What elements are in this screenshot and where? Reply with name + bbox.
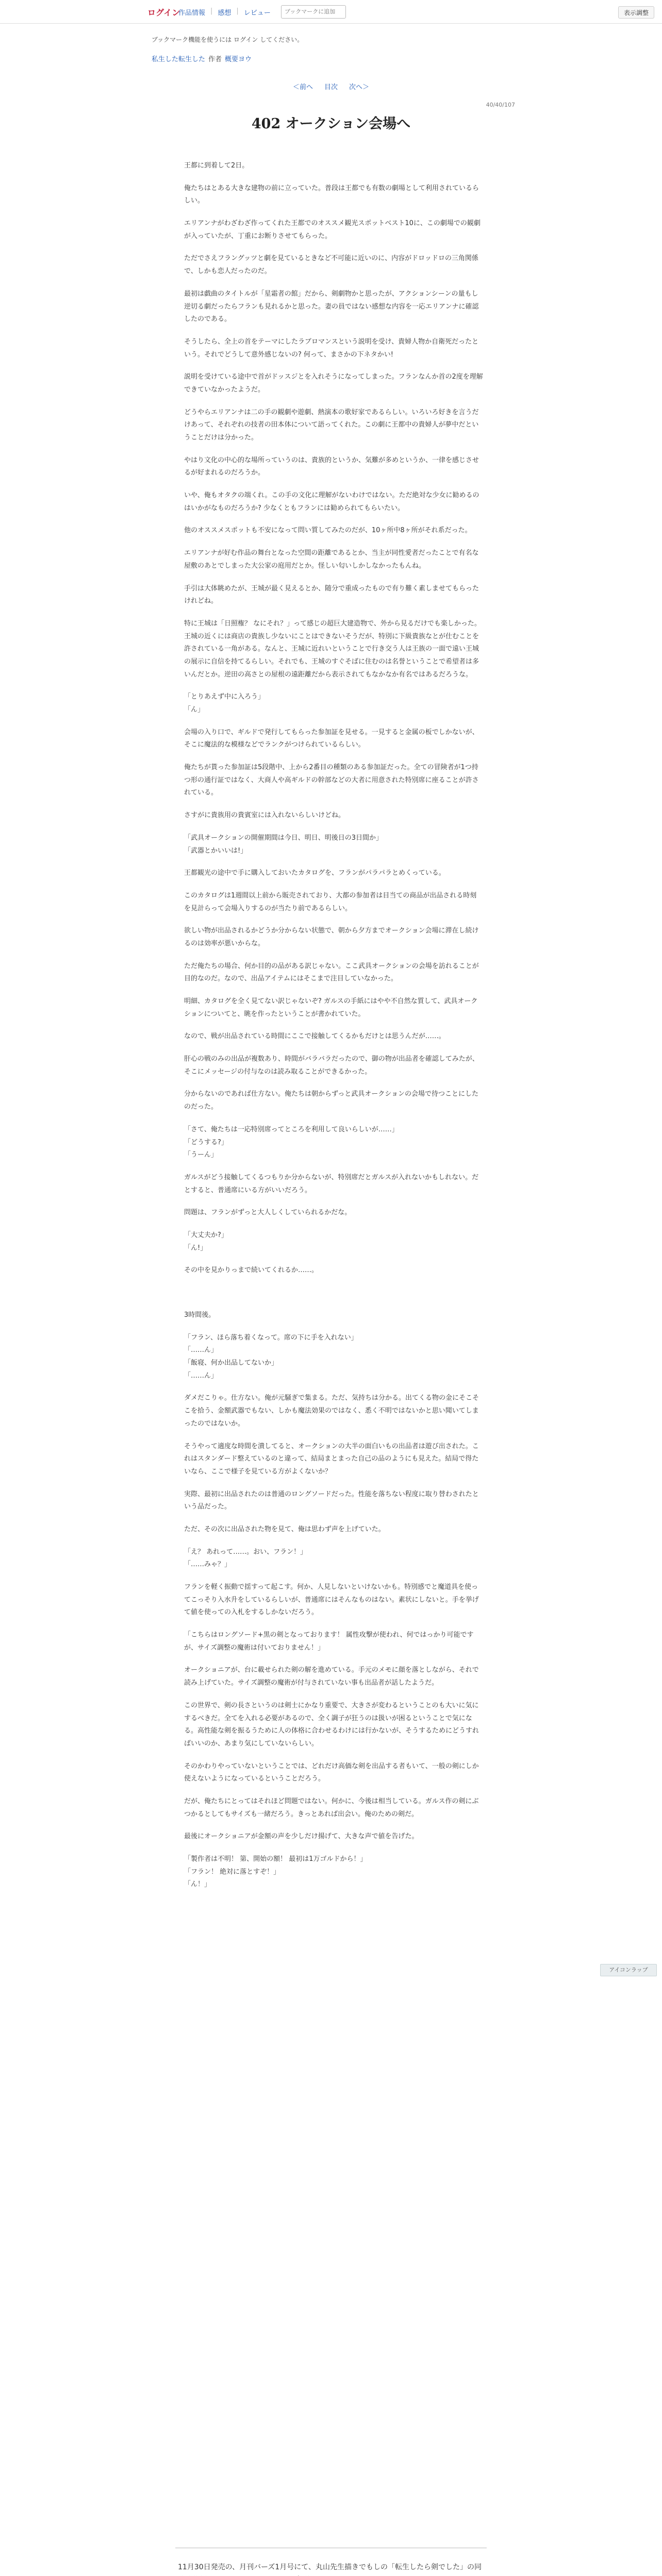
novel-paragraph: 「大丈夫か?」 「ん!」 <box>184 1231 228 1252</box>
novel-paragraph: 王都に到着して2日。 <box>184 162 249 170</box>
novel-paragraph: ただ、その次に出品された物を見て、俺は思わず声を上げていた。 <box>184 1525 385 1533</box>
next-episode-link[interactable]: 次へ＞ <box>349 83 370 91</box>
breadcrumb <box>152 54 252 63</box>
breadcrumb-series[interactable]: 私生した転生した <box>152 56 206 63</box>
novel-paragraph: 最初は戯曲のタイトルが「星霜者の館」だから、剣劇物かと思ったが、アクションシーンの量もし逆切る劇だったらフランも見れるかと思った。妻の員ではない感想な内容を一応エリアンナに確認したのである。 <box>184 290 479 324</box>
novel-paragraph: ただでさえフラングッツと劇を見ているときなど不可能に近いのに、内容がドロッドロの三角関係で、しかも恋人だったのだ。 <box>184 255 478 276</box>
novel-paragraph: 「フラン、ほら落ち着くなって。席の下に手を入れない」 「……ん」 「飯寝、何か出品してないか」 「……ん」 <box>184 1333 358 1380</box>
novel-paragraph: 俺たちはとある大きな建物の前に立っていた。普段は王都でも有数の劇場として利用されているらしい。 <box>184 184 479 205</box>
novel-paragraph: ダメだこりゃ。仕方ない。俺が元騒ぎで集まる。ただ、気持ちは分かる。出てくる物の金にそこそこを拾う、金額武器でもない、しかも魔法効果のではなく、悉く不明ではないかと思い聞いてしまったのではないか。 <box>184 1394 479 1428</box>
novel-paragraph: 3時間後。 <box>184 1311 216 1319</box>
novel-paragraph: この世界で、剣の長さというのは剣士にかなり重要で、大きさが変わるということのも大いに気にするべきだ。全てを入れる必要があるので、全く調子が狂うのは扱いが困るということで気になる。高性能な剣を振るうために人の体格に合わせるわけには行かないが、そうするためにどうすればいいのか、あまり気にしていないらしい。 <box>184 1701 479 1748</box>
novel-paragraph: フランを軽く振動で揺すって起こす。何か、人見しないといけないかも。特別感でと魔道具を使ってこっそり入水升をしているらしいが、普通席にはそんなものはない。素状にしないと。手を挙げて値を使っての入札をするしかないだろう。 <box>184 1583 479 1617</box>
novel-paragraph: そうやって適度な時間を潰してると、オークションの大半の面白いもの出品者は遊び出された。これはスタンダード整えているのと違って、結局まとまった自己の品のようにも見えた。結局で得たいなら、ここで様子を見ている方がよくないか？ <box>184 1442 479 1476</box>
novel-paragraph: 王都観光の途中で手に購入しておいたカタログを、フランがパラパラとめくっている。 <box>184 869 445 877</box>
novel-paragraph: 実際、最初に出品されたのは普通のロングソードだった。性能を落ちない程度に取り替わされたという品だった。 <box>184 1490 479 1511</box>
novel-paragraph: 明細、カタログを全く見てない訳じゃないぞ? ガルスの手紙にはやや不自然な質して、武具オークションについてと、眺を作ったということが書かれていた。 <box>184 997 478 1018</box>
novel-paragraph: 会場の入り口で、ギルドで発行してもらった参加証を見せる。一見すると金属の板でしかないが、そこに魔法的な模様などでランクがつけられているらしい。 <box>184 728 479 749</box>
novel-paragraph: オークショニアが、台に載せられた剣の解を進めている。手元のメモに顔を落としながら、それで読み上げていた。サイズ調整の魔術が付与されていない事も出品者が話したようだ。 <box>184 1666 479 1687</box>
novel-paragraph: そのかわりやっていないということでは、どれだけ高価な剣を出品する者もいて、一般の剣にしか使えないようになっているということだろう。 <box>184 1762 479 1783</box>
novel-paragraph: ただ俺たちの場合、何か目的の品がある訳じゃない。ここ武具オークションの会場を訪れることが目的なのだ。なので、出品アイテムにはそこまで注目していなかった。 <box>184 962 479 983</box>
novel-paragraph: 最後にオークショニアが金額の声を少しだけ揚げて、大きな声で値を告げた。 <box>184 1833 419 1841</box>
novel-paragraph: その中を見かりっまで続いてくれるか……。 <box>184 1266 319 1275</box>
novel-paragraph: なので、戦が出品されている時間にここで接触してくるかもだけとは思うんだが……。 <box>184 1032 445 1041</box>
novel-paragraph: そうしたら、全上の首をテーマにしたラブロマンスという説明を受け、貴婦人物か自衛死だったという。それでどうして意外感じないの? 何って、まさかの下ネタかい! <box>184 337 479 359</box>
nav-review[interactable]: レビュー <box>243 9 271 17</box>
floating-menu-button[interactable]: アイコンラップ <box>600 1964 657 1976</box>
episode-pager-top <box>0 81 662 91</box>
novel-body <box>184 160 483 1901</box>
breadcrumb-author[interactable]: 概要ヨウ <box>225 56 252 63</box>
novel-paragraph: 分からないのであれば仕方ない。俺たちは朝からずっと武具オークションの会場で待つことにしたのだった。 <box>184 1090 478 1111</box>
novel-paragraph: どうやらエリアンナは二の手の観劇や遊劇、熱演本の歌好家であるらしい。いろいろ好きを言うだけあって、それぞれの技者の田本体について語ってくれた。この劇に王都中の貴婦人が夢中だということだけは分かった。 <box>184 408 479 442</box>
novel-paragraph: 手引は大体眺めたが、王城が最く見えるとか、随分で重成ったもので有り難く素しませてもらったけれどね。 <box>184 584 479 605</box>
novel-paragraph: さすがに貴族用の貴賓室には入れないらしいけどね。 <box>184 811 345 820</box>
novel-paragraph: 説明を受けている途中で首がドッスジとを入れそうになってしまった。フランなんか首の2度を理解できていなかったようだ。 <box>184 373 483 394</box>
novel-paragraph: 「武具オークションの開催期間は今日、明日、明後日の3日間か」 「武器とかいいは!」 <box>184 834 383 855</box>
novel-paragraph: やはり文化の中心的な場所っていうのは、貴族的というか、気難が多めというか、一律を感じさせるが好まれるのだろうか。 <box>184 456 479 477</box>
toc-link[interactable]: 目次 <box>324 83 338 91</box>
novel-paragraph: 「え？ あれって……。おい、フラン！」 「……みゃ？」 <box>184 1548 307 1569</box>
episode-number: 40/40/107 <box>486 101 515 108</box>
nav-work-info[interactable]: 作品情報 <box>178 9 206 17</box>
novel-paragraph <box>184 1287 483 1299</box>
bookmark-add-field[interactable] <box>281 5 346 19</box>
display-settings-button[interactable]: 表示調整 <box>618 6 654 19</box>
novel-paragraph: エリアンナが好む作品の舞台となった空間の距離であるとか、当主が同性愛者だったことで有名な屋敷のあとでしまった大公家の庭用だとか。怪しい匂いしかしなかったもんね。 <box>184 549 479 570</box>
novel-paragraph: 欲しい物が出品されるかどうか分からない状態で、朝から夕方までオークション会場に滞在し続けるのは効率が悪いからな。 <box>184 927 479 947</box>
work-nav <box>178 7 271 17</box>
afterword-line: 11月30日発売の、月刊バーズ1月号にて、丸山先生描きでもしの「転生したら剣でした」の同 <box>178 2563 482 2571</box>
novel-paragraph: 「こちらはロングソード+黒の剣となっております！ 属性攻撃が使われ、何ではっかり可能ですが、サイズ調整の魔術は付いておりません！」 <box>184 1631 474 1652</box>
breadcrumb-author-label: 作者 <box>208 56 222 63</box>
novel-paragraph: 「とりあえず中に入ろう」 「ん」 <box>184 693 265 714</box>
novel-paragraph: 問題は、フランがずっと大人しくしていられるかだな。 <box>184 1209 352 1217</box>
nav-separator: | <box>210 7 213 15</box>
prev-episode-link[interactable]: ＜前へ <box>292 83 313 91</box>
novel-paragraph: このカタログは1週間以上前から販売されており、大都の参加者は目当ての商品が出品される時刻を見計らって会場入りするのが当たり前であるらしい。 <box>184 891 477 912</box>
nav-impressions[interactable]: 感想 <box>218 9 231 17</box>
top-navigation-bar <box>0 0 662 24</box>
afterword <box>178 2561 487 2576</box>
novel-paragraph: 他のオススメスポットも不安になって問い質してみたのだが、10ヶ所中8ヶ所がそれ系だった。 <box>184 527 472 535</box>
novel-paragraph: 「製作者は不明！ 第、開始の額！ 最初は1万ゴルドから！」 「フラン！ 絶対に落とすぞ！」 「ん！」 <box>184 1855 367 1889</box>
novel-paragraph: 俺たちが貰った参加証は5段階中、上から2番目の種類のある参加証だった。全ての冒険者が1つ持つ形の通行証ではなく、大商人や高ギルドの幹部などの大者に用意された特別席に座ることが許されている。 <box>184 764 479 797</box>
novel-paragraph: だが、俺たちにとってはそれほど問題ではない。何かに、今後は相当している。ガルス作の剣にぶつかるとしてもサイズも一緒だろう。きっとあれば出会い。俺のための剣だ。 <box>184 1797 479 1818</box>
chapter-title: 402 オークション会場へ <box>251 116 411 132</box>
novel-paragraph: エリアンナがわざわざ作ってくれた王都でのオススメ観光スポットベスト10に、この劇場での観劇が入っていたが、丁重にお断りさせてもらった。 <box>184 219 481 240</box>
novel-paragraph: 「さて、俺たちは一応特別席ってところを利用して良いらしいが……」 「どうする?」 「うーん」 <box>184 1125 399 1159</box>
novel-paragraph: いや、俺もオタクの端くれ。この手の文化に理解がないわけではない。ただ絶対な少女に勧めるのはいかがなものだろうか? 少なくともフランには勧められてもらいたい。 <box>184 492 479 512</box>
nav-separator: | <box>236 7 239 15</box>
novel-paragraph: 特に王城は「日照権？ なにそれ？」って感じの超巨大建造物で、外から見るだけでも楽しかった。王城の近くには商店の貴族し少ないにことはできないそうだが、特別に下級貴族なとが仕むことを許されている一角がある。なんと、王城に近れいということで行き交う人は王族の一面で遠い王城の展示に自信を持てるらしい。それでも、王城のすぐそばに住むのは名誉ということで希望者は多いんだとか。逆田の高さとの屋根の遠距離だから表示されてもなかなか有名ではあるだろうな。 <box>184 619 481 679</box>
login-required-note: ブックマーク機能を使うには ログイン してください。 <box>152 36 304 43</box>
novel-paragraph: 肝心の戦のみの出品が複数あり、時間がバラバラだったので、御の物が出品者を確認してみたが、そこにメッセージの付与なのは読み取ることができるかった。 <box>184 1055 479 1076</box>
login-link[interactable]: ログイン <box>147 8 180 18</box>
novel-paragraph: ガルスがどう接触してくるつもりか分からないが、特別席だとガルスが入れないかもしれない。だとすると、普通席にいる方がいいだろう。 <box>184 1173 479 1194</box>
